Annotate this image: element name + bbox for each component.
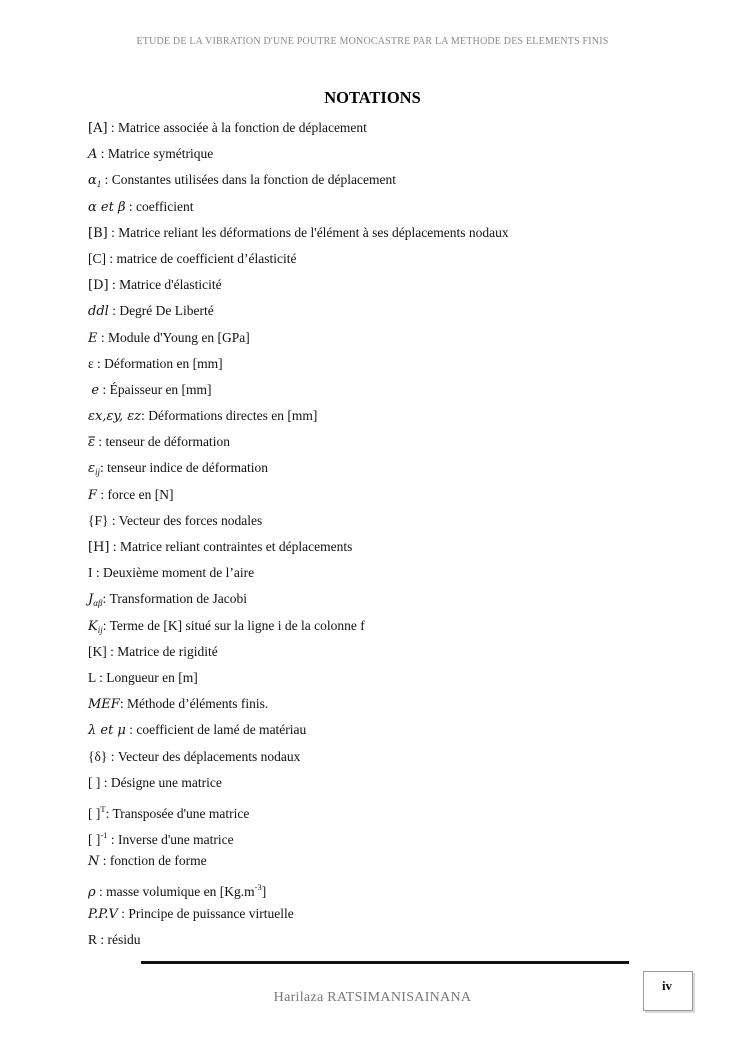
- notation-symbol: {δ}: [88, 748, 108, 764]
- notation-text: : Déformation en [mm]: [93, 355, 223, 371]
- notation-symbol: e: [91, 382, 100, 398]
- notation-item: [88, 406, 688, 432]
- notation-symbol: [B]: [88, 225, 108, 241]
- notation-text: : Matrice associée à la fonction de déplacement: [107, 120, 367, 135]
- notation-symbol: ddl: [88, 304, 109, 320]
- notation-text: : matrice de coefficient d’élasticité: [106, 250, 297, 266]
- notation-text: : masse volumique en [Kg.m: [95, 884, 255, 900]
- notation-symbol: ε̿: [88, 435, 95, 451]
- notation-text: : Constantes utilisées dans la fonction de déplacement: [101, 172, 396, 188]
- notation-superscript: -1: [100, 830, 108, 841]
- notation-text: : Transposée d'une matrice: [105, 805, 250, 821]
- notation-item: [88, 668, 688, 694]
- notation-text: : coefficient: [125, 198, 194, 214]
- notation-symbol: [ ]: [88, 774, 101, 790]
- notation-item: [88, 616, 688, 642]
- notation-item: [88, 223, 688, 249]
- notation-symbol: [ ]: [88, 805, 101, 821]
- notation-item: [88, 563, 688, 589]
- notation-subscript: 1: [96, 179, 102, 190]
- notation-symbol: [C]: [88, 250, 106, 266]
- notation-item: [88, 825, 688, 851]
- running-header: ETUDE DE LA VIBRATION D'UNE POUTRE MONOCASTRE PAR LA METHODE DES ELEMENTS FINIS: [136, 36, 609, 47]
- notation-text: : Inverse d'une matrice: [107, 832, 234, 848]
- notation-text: : fonction de forme: [99, 853, 207, 869]
- footer-author: Harilaza RATSIMANISAINANA: [273, 990, 472, 1005]
- notation-item: [88, 904, 688, 930]
- notation-symbol: α et β: [88, 199, 126, 215]
- notation-item: [88, 720, 688, 746]
- notation-symbol: [D]: [88, 278, 109, 294]
- notation-item: [88, 301, 688, 327]
- notation-item: [88, 694, 688, 720]
- notation-symbol: {F}: [88, 512, 109, 528]
- notation-symbol: [A]: [88, 121, 108, 136]
- notation-symbol: P.P.V: [88, 906, 118, 922]
- page-title: NOTATIONS: [324, 88, 421, 107]
- notation-item: [88, 275, 688, 301]
- notation-item: [88, 537, 688, 563]
- notation-text: : tenseur indice de déformation: [100, 460, 268, 476]
- notation-item: [88, 747, 688, 773]
- notation-text: : Désigne une matrice: [100, 774, 222, 790]
- notation-text: : coefficient de lamé de matériau: [125, 722, 307, 738]
- notation-symbol: ε: [88, 461, 95, 477]
- notation-text: : Matrice de rigidité: [106, 643, 218, 659]
- notation-text: : Matrice reliant contraintes et déplacements: [109, 539, 353, 554]
- notation-symbol: [K]: [88, 643, 107, 659]
- notation-text: : Déformations directes en [mm]: [141, 408, 318, 424]
- notation-item: [88, 877, 688, 903]
- notation-text-end: ]: [261, 884, 267, 900]
- notation-text: : force en [N]: [97, 486, 174, 502]
- notation-symbol: [H]: [88, 540, 110, 555]
- notation-subscript: ij: [94, 467, 100, 478]
- notation-item: [88, 485, 688, 511]
- notation-symbol: F: [88, 487, 98, 503]
- notation-symbol: [ ]: [88, 832, 101, 848]
- notation-item: [88, 589, 688, 615]
- notation-symbol: J: [88, 592, 94, 608]
- notation-item: [88, 773, 688, 799]
- notation-text: : Transformation de Jacobi: [102, 591, 248, 607]
- notation-symbol: MEF: [88, 697, 120, 713]
- notation-text: : résidu: [97, 931, 141, 947]
- notation-text: : Terme de [K] situé sur la ligne i de la colonne f: [102, 617, 365, 633]
- notation-symbol: K: [88, 618, 98, 634]
- notation-symbol: L: [88, 669, 96, 685]
- notation-symbol: ρ: [88, 885, 96, 901]
- notation-item: [88, 118, 688, 144]
- notation-item: [88, 197, 688, 223]
- notation-item: [88, 458, 688, 484]
- notation-symbol: N: [88, 854, 100, 870]
- notation-text: : Épaisseur en [mm]: [99, 381, 212, 397]
- notation-text: : Degré De Liberté: [108, 303, 214, 319]
- notation-symbol: εx,εy, εz: [88, 409, 142, 425]
- notation-item: [88, 851, 688, 877]
- notation-text: : Matrice symétrique: [97, 146, 214, 162]
- notation-text: : Matrice d'élasticité: [108, 277, 222, 293]
- notation-subscript: ij: [97, 624, 103, 635]
- notation-item: [88, 354, 688, 380]
- notation-item: [88, 799, 688, 825]
- notation-text: : Vecteur des forces nodales: [108, 512, 263, 528]
- notation-list: [88, 118, 688, 956]
- notation-symbol: I: [88, 565, 93, 581]
- notation-item: [88, 511, 688, 537]
- notation-text: : Matrice reliant les déformations de l'élément à ses déplacements nodaux: [107, 224, 509, 240]
- page-number: iv: [661, 978, 673, 993]
- notation-item: [88, 930, 688, 956]
- notation-text: : Longueur en [m]: [95, 669, 198, 685]
- notation-superscript: T: [100, 803, 106, 814]
- notation-item: [88, 380, 688, 406]
- notation-symbol: λ et μ: [88, 723, 126, 739]
- notation-item: [88, 170, 688, 196]
- notation-symbol: A: [88, 147, 98, 163]
- notation-item: [88, 432, 688, 458]
- notation-text: : tenseur de déformation: [94, 434, 230, 450]
- notation-subscript: αβ: [93, 598, 103, 609]
- notation-text: : Principe de puissance virtuelle: [117, 905, 294, 921]
- notation-symbol: ε: [88, 355, 94, 371]
- notation-item: [88, 144, 688, 170]
- notation-superscript: -3: [254, 882, 262, 893]
- notation-text: : Module d'Young en [GPa]: [97, 329, 250, 345]
- notation-text: : Deuxième moment de l’aire: [92, 565, 255, 581]
- notation-item: [88, 328, 688, 354]
- notation-symbol: E: [88, 330, 98, 346]
- notation-text: : Vecteur des déplacements nodaux: [107, 748, 301, 764]
- notation-symbol: R: [88, 931, 98, 947]
- notation-item: [88, 642, 688, 668]
- footer-divider: [141, 961, 629, 964]
- notation-item: [88, 249, 688, 275]
- notation-text: : Méthode d’éléments finis.: [119, 696, 269, 712]
- notation-symbol: α: [88, 173, 97, 189]
